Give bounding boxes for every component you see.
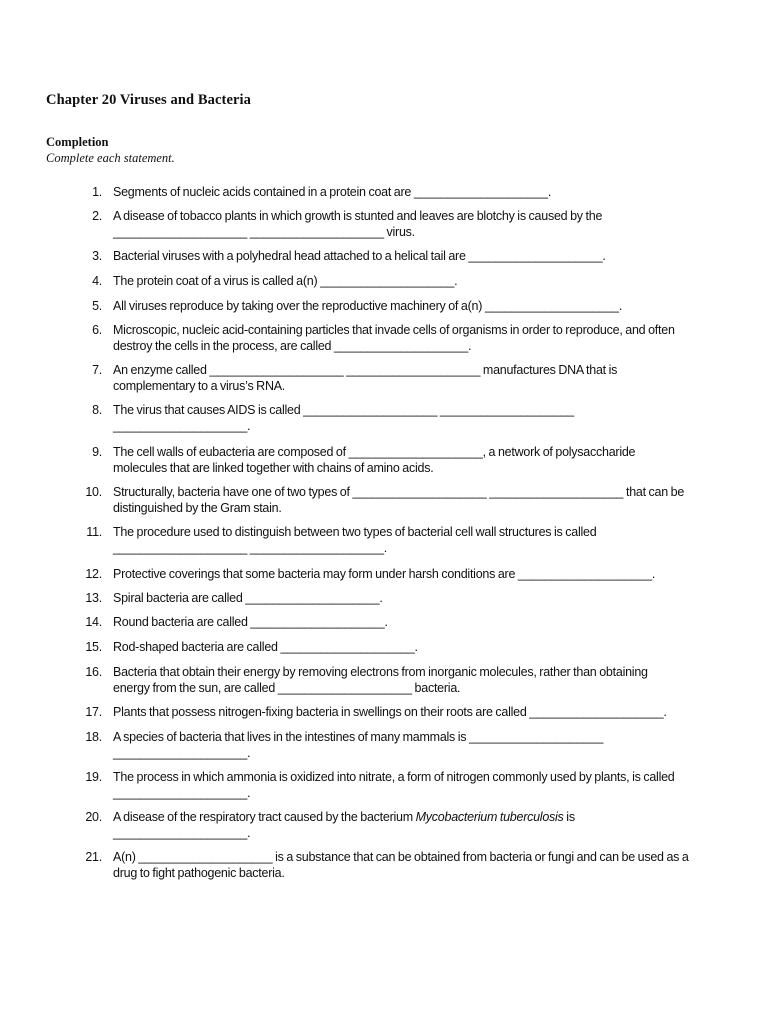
question-item — [80, 590, 720, 606]
question-number: 4. — [92, 274, 102, 288]
question-number: 14. — [85, 615, 102, 629]
question-text: Segments of nucleic acids contained in a protein coat are ____________________. — [113, 185, 552, 199]
question-item — [80, 524, 720, 556]
page-title: Chapter 20 Viruses and Bacteria — [46, 92, 252, 108]
question-item — [80, 444, 720, 476]
question-number: 1. — [92, 185, 102, 199]
section-heading: Completion — [46, 135, 109, 149]
question-text: Microscopic, nucleic acid-containing particles that invade cells of organisms in order to reproduce, and often destroy the cells in the process, are called ____________________. — [113, 323, 675, 353]
question-item — [80, 362, 720, 394]
question-item — [80, 322, 720, 354]
question-item — [80, 184, 720, 200]
question-number: 7. — [92, 363, 102, 377]
question-text: Structurally, bacteria have one of two types of ____________________ ____________________ that can be distinguished by the Gram stain. — [113, 485, 685, 515]
question-number: 16. — [85, 665, 102, 679]
question-text-part: A disease of the respiratory tract caused by the bacterium — [113, 810, 416, 824]
question-text: Bacterial viruses with a polyhedral head attached to a helical tail are ____________________. — [113, 249, 606, 263]
question-text: A species of bacteria that lives in the intestines of many mammals is ____________________ ____________________. — [113, 730, 604, 760]
question-number: 21. — [85, 850, 102, 864]
question-text: All viruses reproduce by taking over the reproductive machinery of a(n) ____________________. — [113, 299, 623, 313]
question-item — [80, 273, 720, 289]
question-text-part: is ____________________. — [113, 810, 575, 840]
question-item — [80, 729, 720, 761]
question-text: Bacteria that obtain their energy by removing electrons from inorganic molecules, rather than obtaining energy from the sun, are called ____________________ bacteria. — [113, 665, 648, 695]
question-text: Protective coverings that some bacteria may form under harsh conditions are ____________________. — [113, 567, 656, 581]
question-number: 3. — [92, 249, 102, 263]
question-text: A disease of tobacco plants in which growth is stunted and leaves are blotchy is caused by the ____________________ ____________________ virus. — [113, 209, 603, 239]
question-number: 5. — [92, 299, 102, 313]
question-item — [80, 769, 720, 801]
question-item — [80, 402, 720, 434]
question-number: 10. — [85, 485, 102, 499]
question-item — [80, 704, 720, 720]
question-number: 18. — [85, 730, 102, 744]
question-text: Rod-shaped bacteria are called ____________________. — [113, 640, 418, 654]
question-item — [80, 484, 720, 516]
question-item — [80, 639, 720, 655]
question-item — [80, 664, 720, 696]
question-item — [80, 614, 720, 630]
question-number: 13. — [85, 591, 102, 605]
section-instruction: Complete each statement. — [46, 151, 175, 165]
question-text: The procedure used to distinguish between two types of bacterial cell wall structures is called ____________________ ____________________. — [113, 525, 597, 555]
species-name: Mycobacterium tuberculosis — [415, 810, 564, 824]
question-item — [80, 298, 720, 314]
question-number: 19. — [85, 770, 102, 784]
question-text: Round bacteria are called ____________________. — [113, 615, 388, 629]
question-item — [80, 208, 720, 240]
question-item — [80, 248, 720, 264]
question-number: 8. — [92, 403, 102, 417]
question-number: 12. — [85, 567, 102, 581]
question-number: 20. — [85, 810, 102, 824]
question-number: 11. — [86, 525, 102, 539]
question-text: The process in which ammonia is oxidized into nitrate, a form of nitrogen commonly used by plants, is called ____________________. — [113, 770, 675, 800]
question-text: The protein coat of a virus is called a(n) ____________________. — [113, 274, 458, 288]
question-text: An enzyme called ____________________ ____________________ manufactures DNA that is complementary to a virus’s RNA. — [113, 363, 618, 393]
question-text: The cell walls of eubacteria are composed of ____________________, a network of polysaccharide molecules that are linked together with chains of amino acids. — [113, 445, 636, 475]
question-item — [80, 849, 720, 881]
question-text — [113, 809, 575, 841]
question-number: 15. — [85, 640, 102, 654]
question-text: The virus that causes AIDS is called ____________________ ____________________ ____________________. — [113, 403, 574, 433]
question-number: 17. — [85, 705, 102, 719]
question-number: 9. — [92, 445, 102, 459]
question-item — [80, 566, 720, 582]
question-number: 2. — [92, 209, 102, 223]
question-number: 6. — [92, 323, 102, 337]
question-item — [80, 809, 720, 841]
question-text: A(n) ____________________ is a substance that can be obtained from bacteria or fungi and can be used as a drug to fight pathogenic bacteria. — [113, 850, 689, 880]
question-text: Plants that possess nitrogen-fixing bacteria in swellings on their roots are called ____________________. — [113, 705, 667, 719]
question-text: Spiral bacteria are called ____________________. — [113, 591, 383, 605]
